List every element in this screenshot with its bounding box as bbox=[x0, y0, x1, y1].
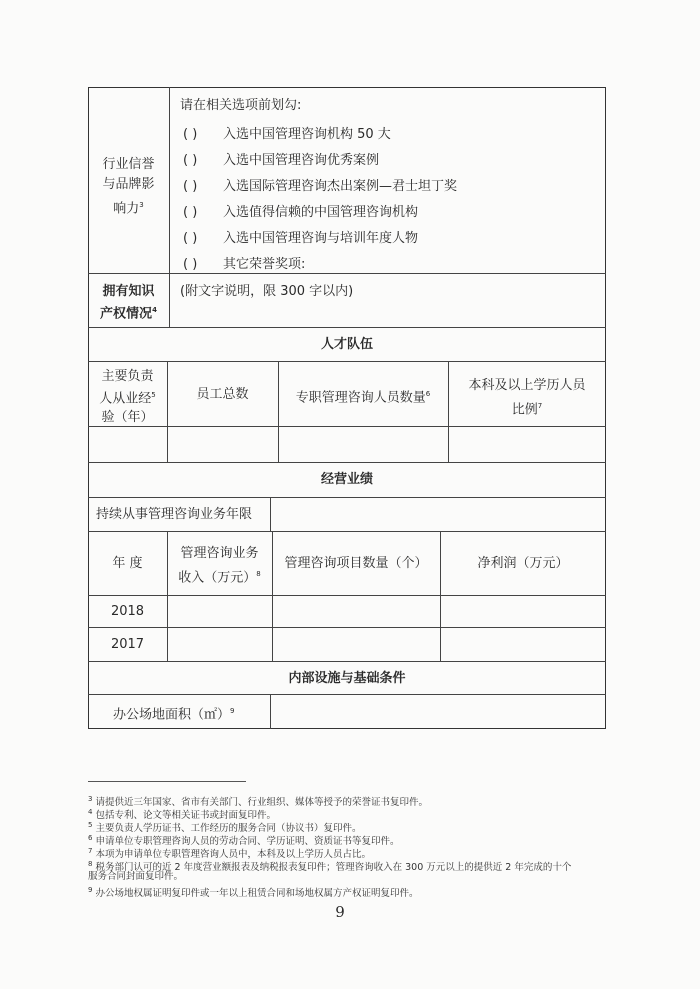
consultant-count-header: 专职管理咨询人员数量$^6$ bbox=[295, 390, 431, 406]
ip-label: 拥有知识 产权情况$^4$ bbox=[100, 284, 157, 322]
degree-ratio-header: 本科及以上学历人员 比例$^7$ bbox=[468, 378, 586, 418]
checkbox[interactable]: ( ) bbox=[183, 153, 198, 168]
year-header: 年 度 bbox=[112, 556, 143, 571]
checkbox[interactable]: ( ) bbox=[183, 179, 198, 194]
checkbox[interactable]: ( ) bbox=[183, 127, 198, 142]
staff-total-header: 员工总数 bbox=[196, 387, 249, 402]
project-count-header: 管理咨询项目数量（个） bbox=[284, 556, 428, 571]
reputation-option[interactable]: ( ) 其它荣誉奖项: bbox=[183, 257, 306, 272]
checkbox[interactable]: ( ) bbox=[183, 231, 198, 246]
leader-experience-header: 主要负责 人从业经$^5$ 验（年） bbox=[99, 369, 156, 426]
footnote: $^3$ 请提供近三年国家、省市有关部门、行业组织、媒体等授予的荣誉证书复印件。 bbox=[88, 795, 429, 809]
footnote: $^4$ 包括专利、论文等相关证书或封面复印件。 bbox=[88, 808, 277, 822]
reputation-option[interactable]: ( ) 入选中国管理咨询机构 50 大 bbox=[183, 127, 391, 142]
performance-section-title: 经营业绩 bbox=[320, 472, 373, 487]
footnote-separator bbox=[88, 781, 246, 782]
checkbox[interactable]: ( ) bbox=[183, 257, 198, 272]
reputation-instruction: 请在相关选项前划勾: bbox=[180, 98, 302, 113]
footnote: $^9$ 办公场地权属证明复印件或一年以上租赁合同和场地权属方产权证明复印件。 bbox=[88, 886, 419, 900]
office-area-label: 办公场地面积（㎡）$^9$ bbox=[113, 707, 235, 723]
reputation-option[interactable]: ( ) 入选值得信赖的中国管理咨询机构 bbox=[183, 205, 419, 220]
years-in-business-label: 持续从事管理咨询业务年限 bbox=[96, 507, 253, 522]
ip-note: (附文字说明，限 300 字以内) bbox=[180, 284, 354, 299]
footnote: $^6$ 申请单位专职管理咨询人员的劳动合同、学历证明、资质证书等复印件。 bbox=[88, 834, 400, 848]
checkbox[interactable]: ( ) bbox=[183, 205, 198, 220]
revenue-header: 管理咨询业务 收入（万元）$^8$ bbox=[178, 546, 261, 586]
year-row-label: 2018 bbox=[110, 604, 145, 619]
footnote: $^5$ 主要负责人学历证书、工作经历的服务合同（协议书）复印件。 bbox=[88, 821, 362, 835]
footnote: $^7$ 本项为申请单位专职管理咨询人员中，本科及以上学历人员占比。 bbox=[88, 847, 372, 861]
talent-section-title: 人才队伍 bbox=[320, 337, 373, 352]
facilities-section-title: 内部设施与基础条件 bbox=[288, 671, 406, 686]
reputation-option[interactable]: ( ) 入选中国管理咨询与培训年度人物 bbox=[183, 231, 419, 246]
reputation-option[interactable]: ( ) 入选国际管理咨询杰出案例—君士坦丁奖 bbox=[183, 179, 458, 194]
reputation-option[interactable]: ( ) 入选中国管理咨询优秀案例 bbox=[183, 153, 380, 168]
footnote: $^8$ 税务部门认可的近 2 年度营业额报表及纳税报表复印件；管理咨询收入在 300 万元以上的提供近 2 年完成的十个 bbox=[88, 860, 572, 874]
page-number: 9 bbox=[335, 903, 345, 921]
industry-reputation-label: 行业信誉 与品牌影 响力$^3$ bbox=[102, 157, 155, 217]
year-row-label: 2017 bbox=[110, 637, 145, 652]
net-profit-header: 净利润（万元） bbox=[477, 556, 569, 571]
footnote-continuation: 服务合同封面复印件。 bbox=[88, 871, 184, 882]
